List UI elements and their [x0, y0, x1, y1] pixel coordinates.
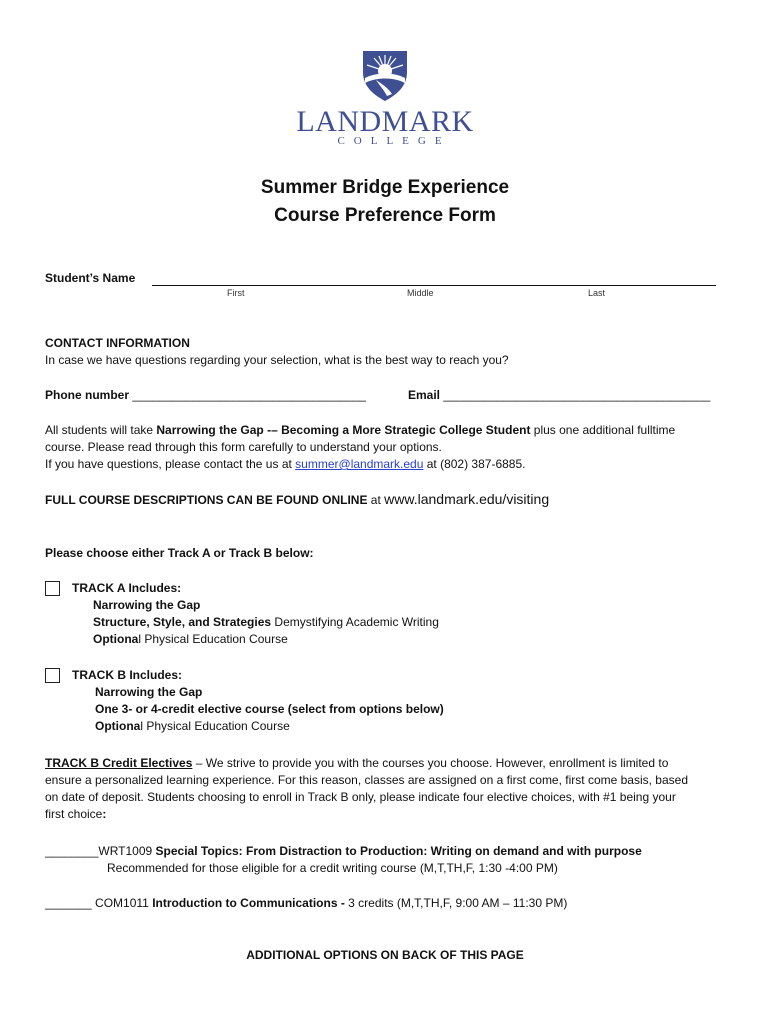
course-com1011-choice-input[interactable]: _______ [45, 896, 92, 910]
student-name-label: Student’s Name [45, 271, 136, 285]
electives-paragraph [45, 755, 725, 823]
email-input[interactable]: ________________________________________ [443, 388, 711, 402]
phone-input[interactable]: ___________________________________ [132, 388, 366, 402]
page-title-line2: Course Preference Form [274, 205, 496, 226]
intro-paragraph [45, 422, 725, 473]
track-b-item-3: Optional Physical Education Course [95, 719, 290, 733]
email-row [408, 387, 710, 404]
email-label: Email [408, 388, 441, 402]
course-wrt1009-choice-input[interactable]: ________ [45, 844, 99, 858]
phone-row [45, 387, 366, 404]
track-a-label: TRACK A Includes: [72, 581, 182, 595]
contact-question: In case we have questions regarding your selection, what is the best way to reach you? [45, 353, 509, 367]
track-a-checkbox[interactable] [45, 581, 60, 596]
track-a-item-2: Structure, Style, and Strategies Demystifying Academic Writing [93, 615, 439, 629]
course-com1011 [45, 895, 567, 912]
visiting-url[interactable]: www.landmark.edu/visiting [384, 491, 550, 507]
online-descriptions: FULL COURSE DESCRIPTIONS CAN BE FOUND ONLINE at www.landmark.edu/visiting [45, 491, 550, 507]
choose-track-instruction: Please choose either Track A or Track B below: [45, 546, 314, 560]
electives-line2: ensure a personalized learning experience. For this reason, classes are assigned on a first come, first come basis, based [45, 773, 688, 787]
contact-heading: CONTACT INFORMATION [45, 336, 190, 350]
student-name-input[interactable] [152, 284, 716, 286]
first-name-caption: First [227, 288, 245, 298]
last-name-caption: Last [588, 288, 606, 298]
track-b-item-2: One 3- or 4-credit elective course (select from options below) [95, 702, 444, 716]
track-a-item-1: Narrowing the Gap [93, 598, 201, 612]
logo-subtitle: COLLEGE [337, 135, 451, 147]
track-b-label: TRACK B Includes: [72, 668, 183, 682]
online-descriptions-text: FULL COURSE DESCRIPTIONS CAN BE FOUND ONLINE [45, 493, 368, 507]
electives-line3: on date of deposit. Students choosing to enroll in Track B only, please indicate four elective choices, with #1 being your [45, 790, 676, 804]
back-page-note: ADDITIONAL OPTIONS ON BACK OF THIS PAGE [246, 948, 524, 962]
course-details: 3 credits (M,T,TH,F, 9:00 AM – 11:30 PM) [348, 896, 568, 910]
course-title: Introduction to Communications - [152, 896, 349, 910]
course-wrt1009 [45, 843, 642, 860]
contact-email-link[interactable]: summer@landmark.edu [295, 457, 424, 471]
course-code: COM1011 [91, 896, 153, 910]
electives-line4: first choice: [45, 807, 107, 821]
intro-line2: course. Please read through this form carefully to understand your options. [45, 440, 442, 454]
required-course-name: Narrowing the Gap -– Becoming a More Strategic College Student [156, 423, 531, 437]
course-title: Special Topics: From Distraction to Production: Writing on demand and with purpose [155, 844, 642, 858]
page-title-line1: Summer Bridge Experience [260, 177, 510, 198]
intro-line1: All students will take Narrowing the Gap -– Becoming a More Strategic College Student plus one additional fulltime [45, 423, 676, 437]
phone-label: Phone number [45, 388, 130, 402]
course-code: WRT1009 [98, 844, 156, 858]
track-b-checkbox[interactable] [45, 668, 60, 683]
middle-name-caption: Middle [407, 288, 434, 298]
intro-line3: If you have questions, please contact the us at summer@landmark.edu at (802) 387-6885. [45, 457, 526, 471]
electives-heading: TRACK B Credit Electives [45, 756, 193, 770]
electives-line1: TRACK B Credit Electives – We strive to provide you with the courses you choose. However, enrollment is limited to [45, 756, 669, 770]
track-a-item-3: Optional Physical Education Course [93, 632, 288, 646]
course-wrt1009-note: Recommended for those eligible for a credit writing course (M,T,TH,F, 1:30 -4:00 PM) [107, 861, 558, 875]
college-shield-logo-icon [362, 50, 408, 102]
logo-wordmark: LANDMARK [296, 105, 474, 138]
track-b-item-1: Narrowing the Gap [95, 685, 203, 699]
